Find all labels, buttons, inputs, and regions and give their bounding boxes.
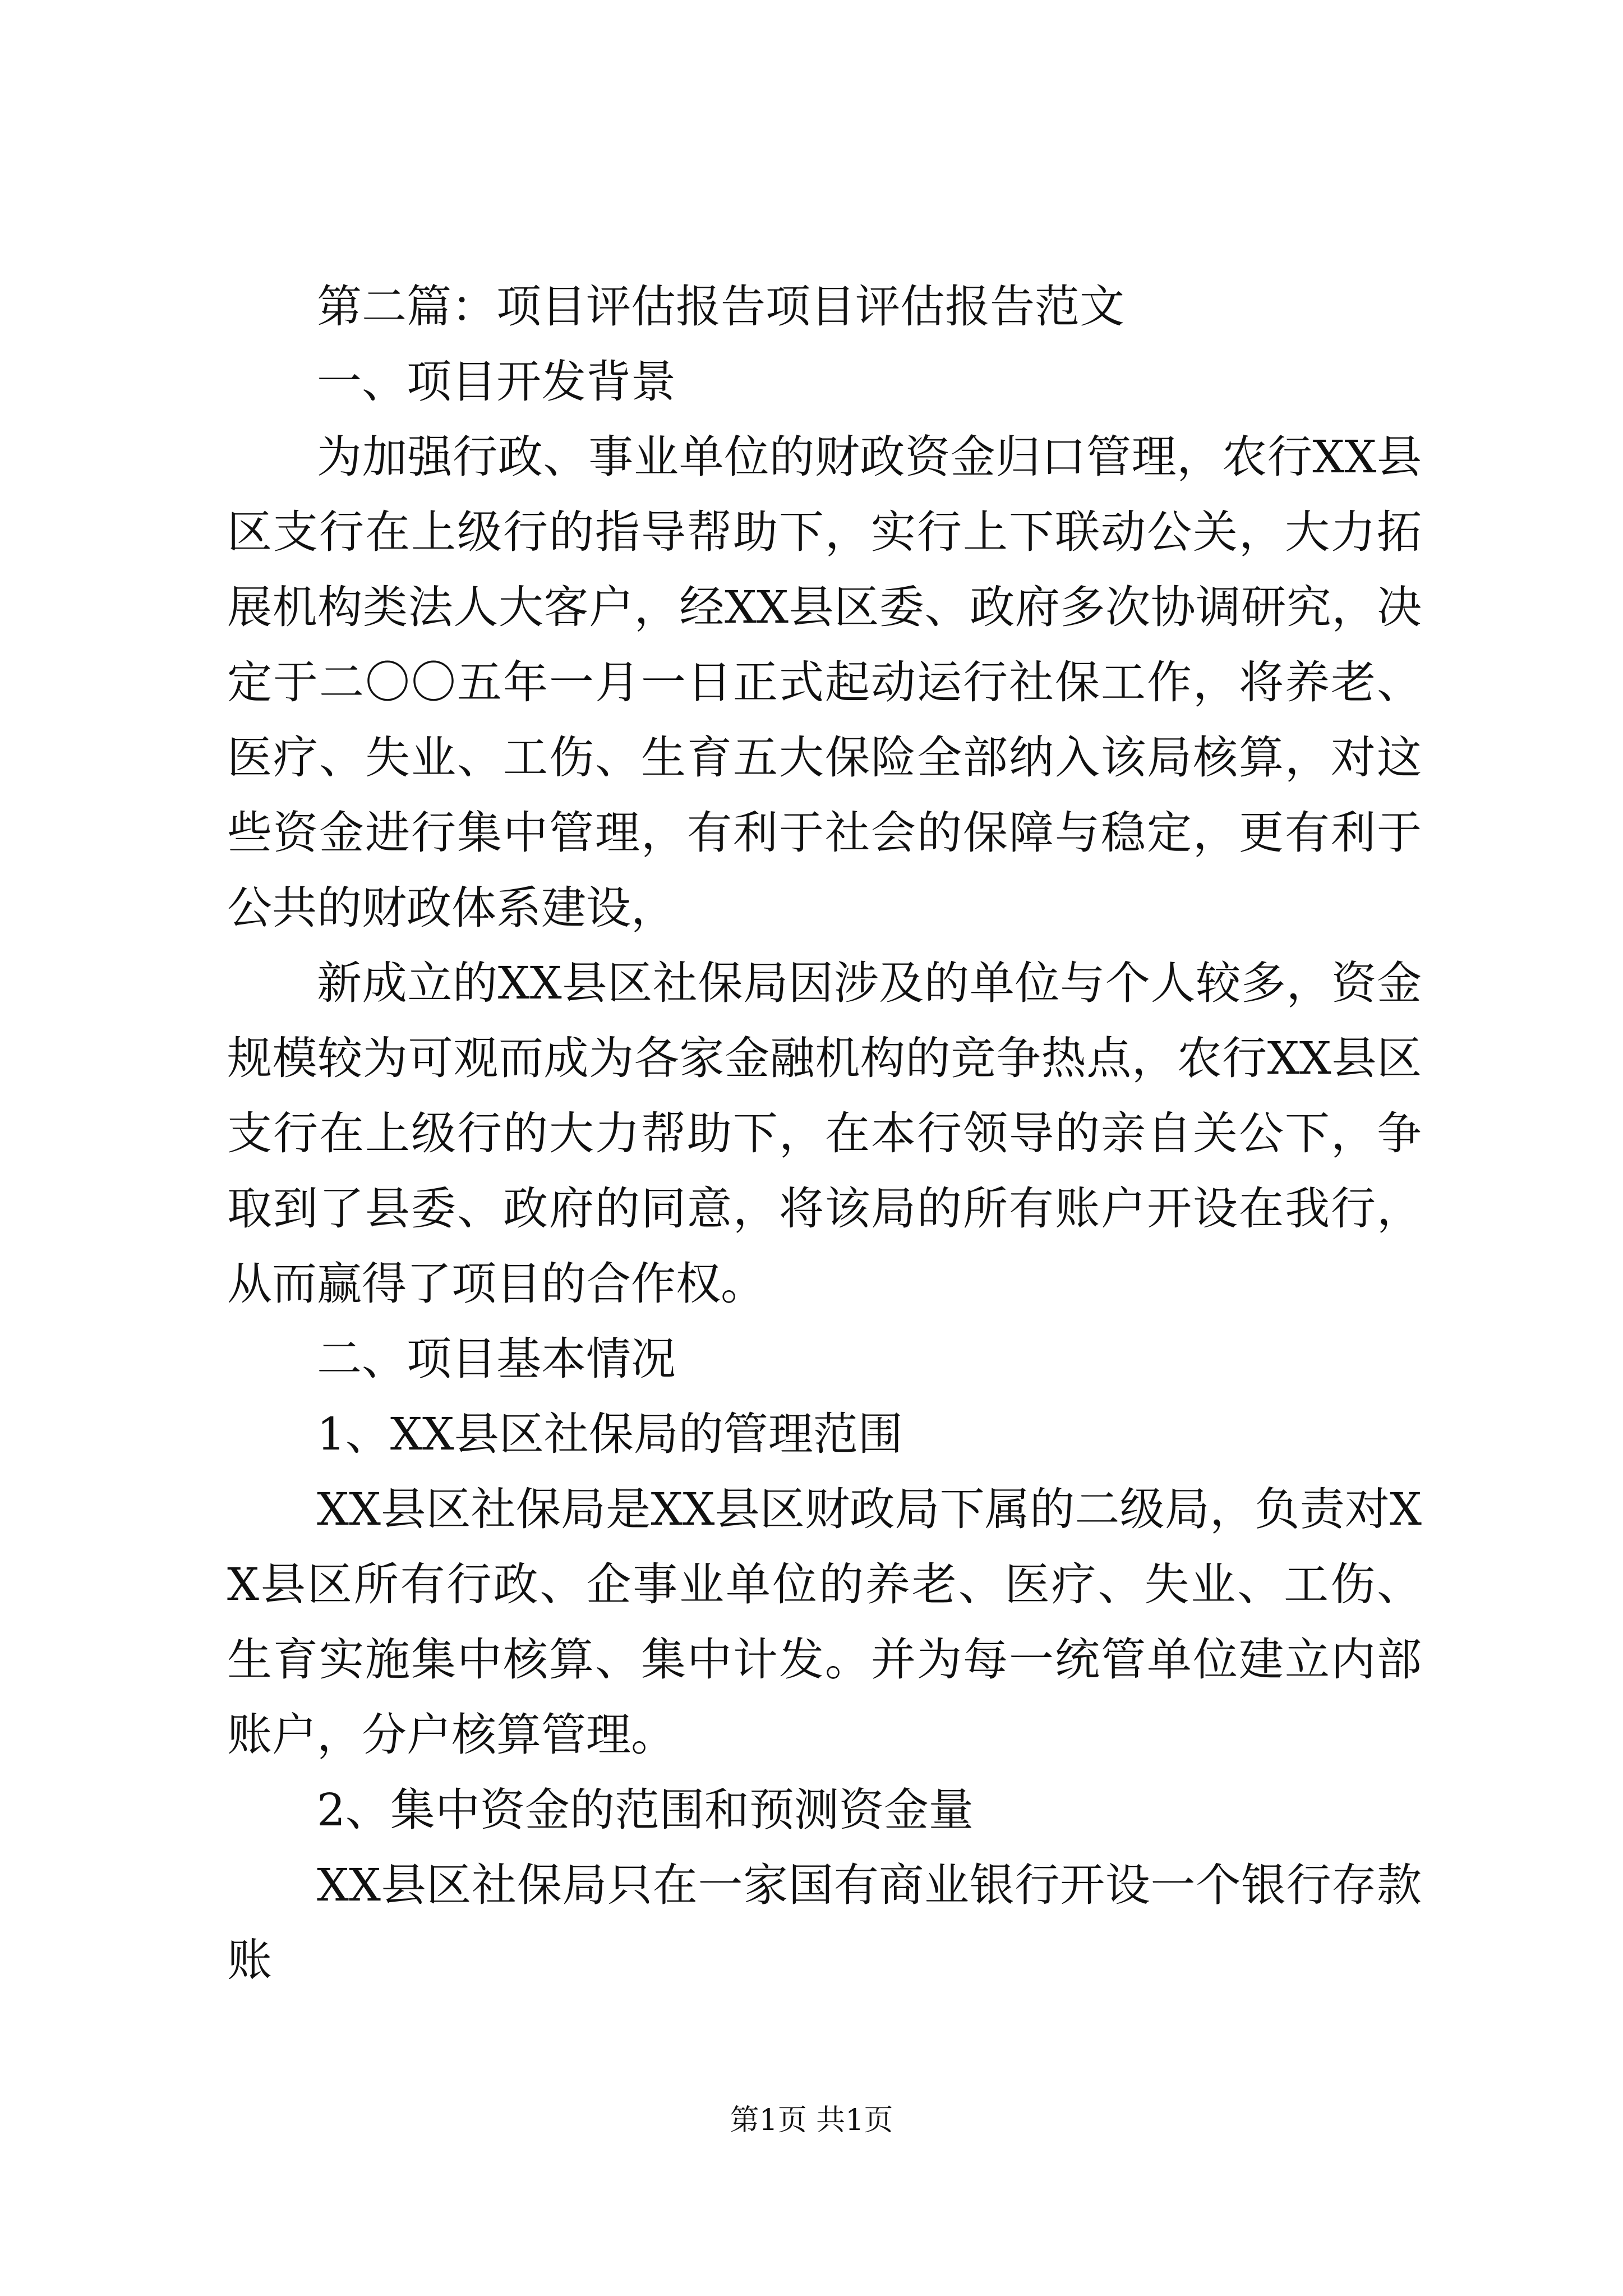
section-heading-2: 二、项目基本情况 [317,1333,676,1385]
document-body [227,269,1422,1998]
subheading-1: 1、XX县区社保局的管理范围 [317,1408,903,1460]
section-heading-1: 一、项目开发背景 [317,356,676,408]
paragraph-background-1: 为加强行政、事业单位的财政资金归口管理，农行XX县区支行在上级行的指导帮助下，实行上下联动公关，大力拓展机构类法人大客户，经XX县区委、政府多次协调研究，决定于二〇〇五年一月一日正式起动运行社保工作，将养老、医疗、失业、工伤、生育五大保险全部纳入该局核算，对这些资金进行集中管理，有利于社会的保障与稳定，更有利于公共的财政体系建设， [227,431,1422,934]
paragraph-scope: XX县区社保局是XX县区财政局下属的二级局，负责对XX县区所有行政、企事业单位的养老、医疗、失业、工伤、生育实施集中核算、集中计发。并为每一统管单位建立内部账户，分户核算管理。 [227,1483,1422,1761]
article-title: 第二篇：项目评估报告项目评估报告范文 [317,280,1124,333]
paragraph-background-2: 新成立的XX县区社保局因涉及的单位与个人较多，资金规模较为可观而成为各家金融机构的竞争热点，农行XX县区支行在上级行的大力帮助下，在本行领导的亲自关公下，争取到了县委、政府的同意，将该局的所有账户开设在我行，从而赢得了项目的合作权。 [227,957,1422,1310]
subheading-2: 2、集中资金的范围和预测资金量 [317,1784,974,1836]
paragraph-funds: XX县区社保局只在一家国有商业银行开设一个银行存款账 [227,1859,1422,1986]
page-footer: 第1页 共1页 [730,2104,893,2137]
